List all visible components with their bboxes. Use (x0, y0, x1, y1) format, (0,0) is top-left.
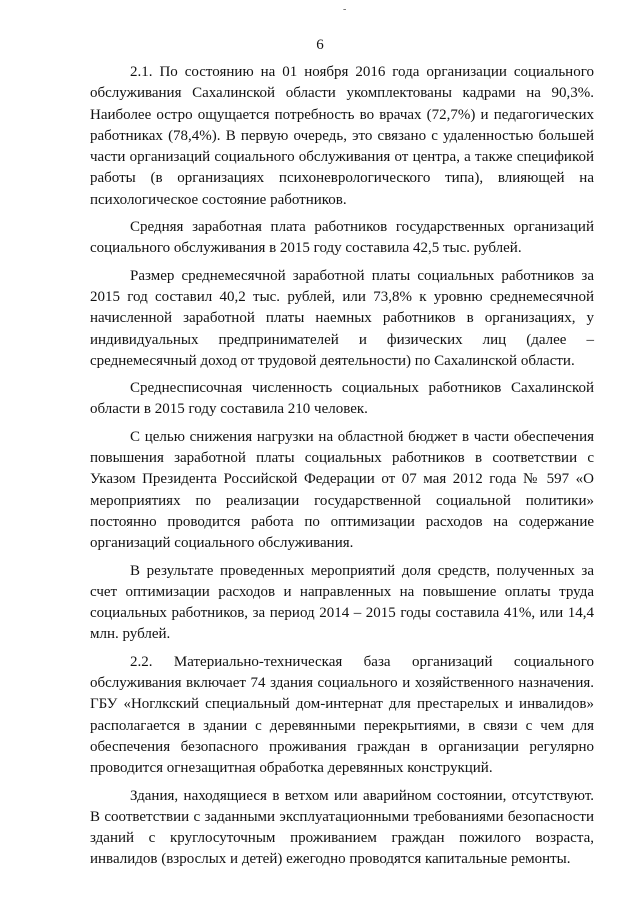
paragraph-buildings: Здания, находящиеся в ветхом или аварийном состоянии, отсутствуют. В соответствии с заданными эксплуатационными требованиями безопасности зданий с круглосуточным проживанием граждан пожилого возраста, инвалидов (взрослых и детей) ежегодно проводятся капитальные ремонты. (90, 787, 594, 868)
paragraph-social-workers-salary: Размер среднемесячной заработной платы социальных работников за 2015 год составил 40,2 тыс. рублей, или 73,8% к уровню среднемесячной начисленной заработной платы наемных работников в организациях, у индивидуальных предпринимателей и физических лиц (далее – среднемесячный доход от трудовой деятельности) по Сахалинской области. (90, 267, 594, 369)
page-number: 6 (316, 37, 324, 53)
paragraph-material-base: 2.2. Материально-техническая база организаций социального обслуживания включает 74 здания социального и хозяйственного назначения. ГБУ «Ноглкский специальный дом-интернат для престарелых и инвалидов» располагается в здании с деревянными перекрытиями, в связи с чем для обеспечения безопасного проживания граждан в организации регулярно проводится огнезащитная обработка деревянных конструкций. (90, 653, 594, 777)
paragraph-headcount: Среднесписочная численность социальных работников Сахалинской области в 2015 году составила 210 человек. (90, 380, 594, 418)
paragraph-staffing: 2.1. По состоянию на 01 ноября 2016 года организации социального обслуживания Сахалинской области укомплектованы кадрами на 90,3%. Наиболее остро ощущается потребность во врачах (72,7%) и педагогических работниках (78,4%). В первую очередь, это связано с удаленностью большей части организаций социального обслуживания от центра, а также спецификой работы (в организациях психоневрологического типа), влияющей на психологическое состояние работников. (90, 64, 594, 208)
paragraph-budget-optimization: С целью снижения нагрузки на областной бюджет в части обеспечения повышения заработной платы социальных работников в соответствии с Указом Президента Российской Федерации от 07 мая 2012 года № 597 «О мероприятиях по реализации государственной социальной политики» постоянно проводится работа по оптимизации расходов на содержание организаций социального обслуживания. (90, 428, 594, 552)
body-text (90, 62, 594, 877)
paragraph-average-salary: Средняя заработная плата работников государственных организаций социального обслуживания в 2015 году составила 42,5 тыс. рублей. (90, 219, 594, 257)
paragraph-optimization-results: В результате проведенных мероприятий доля средств, полученных за счет оптимизации расходов и направленных на повышение оплаты труда социальных работников, за период 2014 – 2015 годы составила 41%, или 14,4 млн. рублей. (90, 562, 594, 643)
scan-mark: - (343, 4, 347, 15)
